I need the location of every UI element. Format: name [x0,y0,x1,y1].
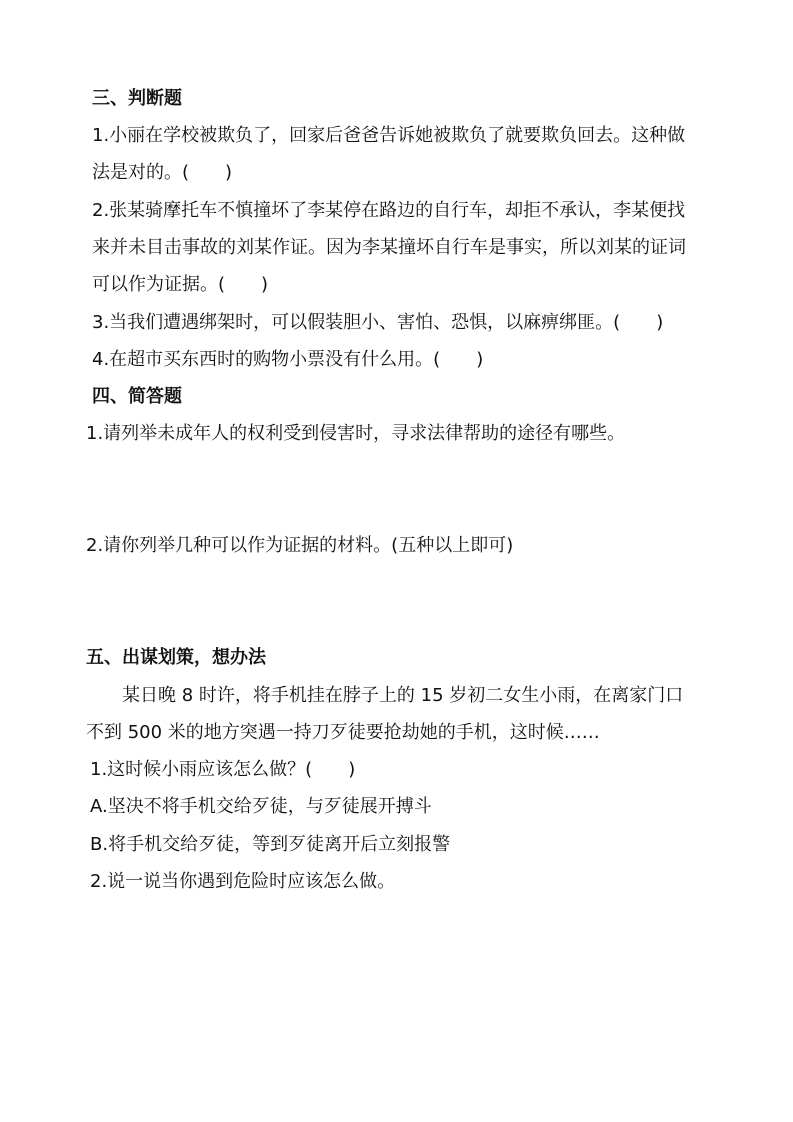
section-four-heading: 四、简答题 [92,386,182,407]
judgement-question-2-line-3: 可以作为证据。( ) [92,274,269,295]
scenario-question-1: 1.这时候小雨应该怎么做？( ) [90,759,356,780]
judgement-question-1-line-1: 1.小丽在学校被欺负了，回家后爸爸告诉她被欺负了就要欺负回去。这种做 [92,125,686,146]
judgement-question-2-line-1: 2.张某骑摩托车不慎撞坏了李某停在路边的自行车，却拒不承认，李某便找 [92,200,686,221]
judgement-question-1-line-2: 法是对的。( ) [92,162,233,183]
judgement-question-3: 3.当我们遭遇绑架时，可以假装胆小、害怕、恐惧，以麻痹绑匪。( ) [92,312,664,333]
judgement-question-4: 4.在超市买东西时的购物小票没有什么用。( ) [92,349,484,370]
scenario-option-a: A.坚决不将手机交给歹徒，与歹徒展开搏斗 [90,796,432,817]
scenario-option-b: B.将手机交给歹徒，等到歹徒离开后立刻报警 [90,834,451,855]
section-five-heading: 五、出谋划策，想办法 [86,647,266,668]
judgement-question-2-line-2: 来并未目击事故的刘某作证。因为李某撞坏自行车是事实，所以刘某的证词 [92,237,686,258]
scenario-question-2: 2.说一说当你遇到危险时应该怎么做。 [90,871,396,892]
scenario-passage-line-2: 不到 500 米的地方突遇一持刀歹徒要抢劫她的手机，这时候…… [86,722,600,743]
short-answer-question-2: 2.请你列举几种可以作为证据的材料。(五种以上即可) [86,535,514,556]
section-three-heading: 三、判断题 [92,88,182,109]
scenario-passage-line-1: 某日晚 8 时许，将手机挂在脖子上的 15 岁初二女生小雨，在离家门口 [122,685,684,706]
short-answer-question-1: 1.请列举未成年人的权利受到侵害时，寻求法律帮助的途径有哪些。 [86,423,626,444]
